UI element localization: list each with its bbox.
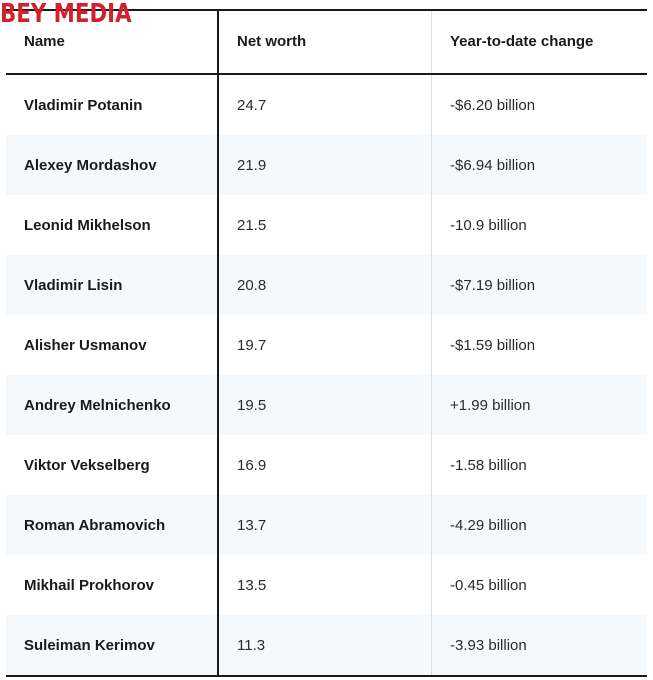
cell-ytd-change: -0.45 billion bbox=[450, 576, 527, 594]
cell-name: Leonid Mikhelson bbox=[6, 195, 219, 255]
cell-net-worth: 19.7 bbox=[219, 315, 432, 375]
cell-ytd-change: -1.58 billion bbox=[450, 456, 527, 474]
cell-net-worth: 21.9 bbox=[219, 135, 432, 195]
cell-name: Alisher Usmanov bbox=[6, 315, 219, 375]
table-row bbox=[6, 615, 647, 675]
cell-net-worth: 16.9 bbox=[219, 435, 432, 495]
cell-name: Suleiman Kerimov bbox=[6, 615, 219, 675]
table-row bbox=[6, 255, 647, 315]
cell-ytd-change: -$6.20 billion bbox=[450, 96, 536, 114]
cell-net-worth: 13.7 bbox=[219, 495, 432, 555]
cell-ytd-change: -10.9 billion bbox=[450, 216, 527, 234]
cell-net-worth: 21.5 bbox=[219, 195, 432, 255]
table-row bbox=[6, 435, 647, 495]
table-row bbox=[6, 495, 647, 555]
column-header-name: Name bbox=[6, 11, 219, 73]
cell-net-worth: 24.7 bbox=[219, 75, 432, 135]
cell-ytd-change: -4.29 billion bbox=[450, 516, 527, 534]
table-row bbox=[6, 315, 647, 375]
table-row bbox=[6, 75, 647, 135]
cell-ytd-change: -3.93 billion bbox=[450, 636, 527, 654]
cell-net-worth: 20.8 bbox=[219, 255, 432, 315]
cell-name: Viktor Vekselberg bbox=[6, 435, 219, 495]
cell-name: Vladimir Lisin bbox=[6, 255, 219, 315]
cell-ytd-change: +1.99 billion bbox=[450, 396, 531, 414]
cell-net-worth: 13.5 bbox=[219, 555, 432, 615]
cell-net-worth: 11.3 bbox=[219, 615, 432, 675]
table-row bbox=[6, 375, 647, 435]
table-row bbox=[6, 195, 647, 255]
column-header-net-worth: Net worth bbox=[219, 11, 432, 73]
net-worth-table bbox=[6, 9, 647, 677]
watermark-logo: BEY MEDIA bbox=[0, 0, 132, 29]
cell-name: Alexey Mordashov bbox=[6, 135, 219, 195]
cell-ytd-change: -$7.19 billion bbox=[450, 276, 536, 294]
cell-name: Mikhail Prokhorov bbox=[6, 555, 219, 615]
cell-ytd-change: -$6.94 billion bbox=[450, 156, 536, 174]
cell-name: Roman Abramovich bbox=[6, 495, 219, 555]
cell-net-worth: 19.5 bbox=[219, 375, 432, 435]
table-row bbox=[6, 555, 647, 615]
cell-name: Andrey Melnichenko bbox=[6, 375, 219, 435]
table-row bbox=[6, 135, 647, 195]
cell-ytd-change: -$1.59 billion bbox=[450, 336, 536, 354]
column-header-ytd-change: Year-to-date change bbox=[450, 33, 594, 50]
cell-name: Vladimir Potanin bbox=[6, 75, 219, 135]
